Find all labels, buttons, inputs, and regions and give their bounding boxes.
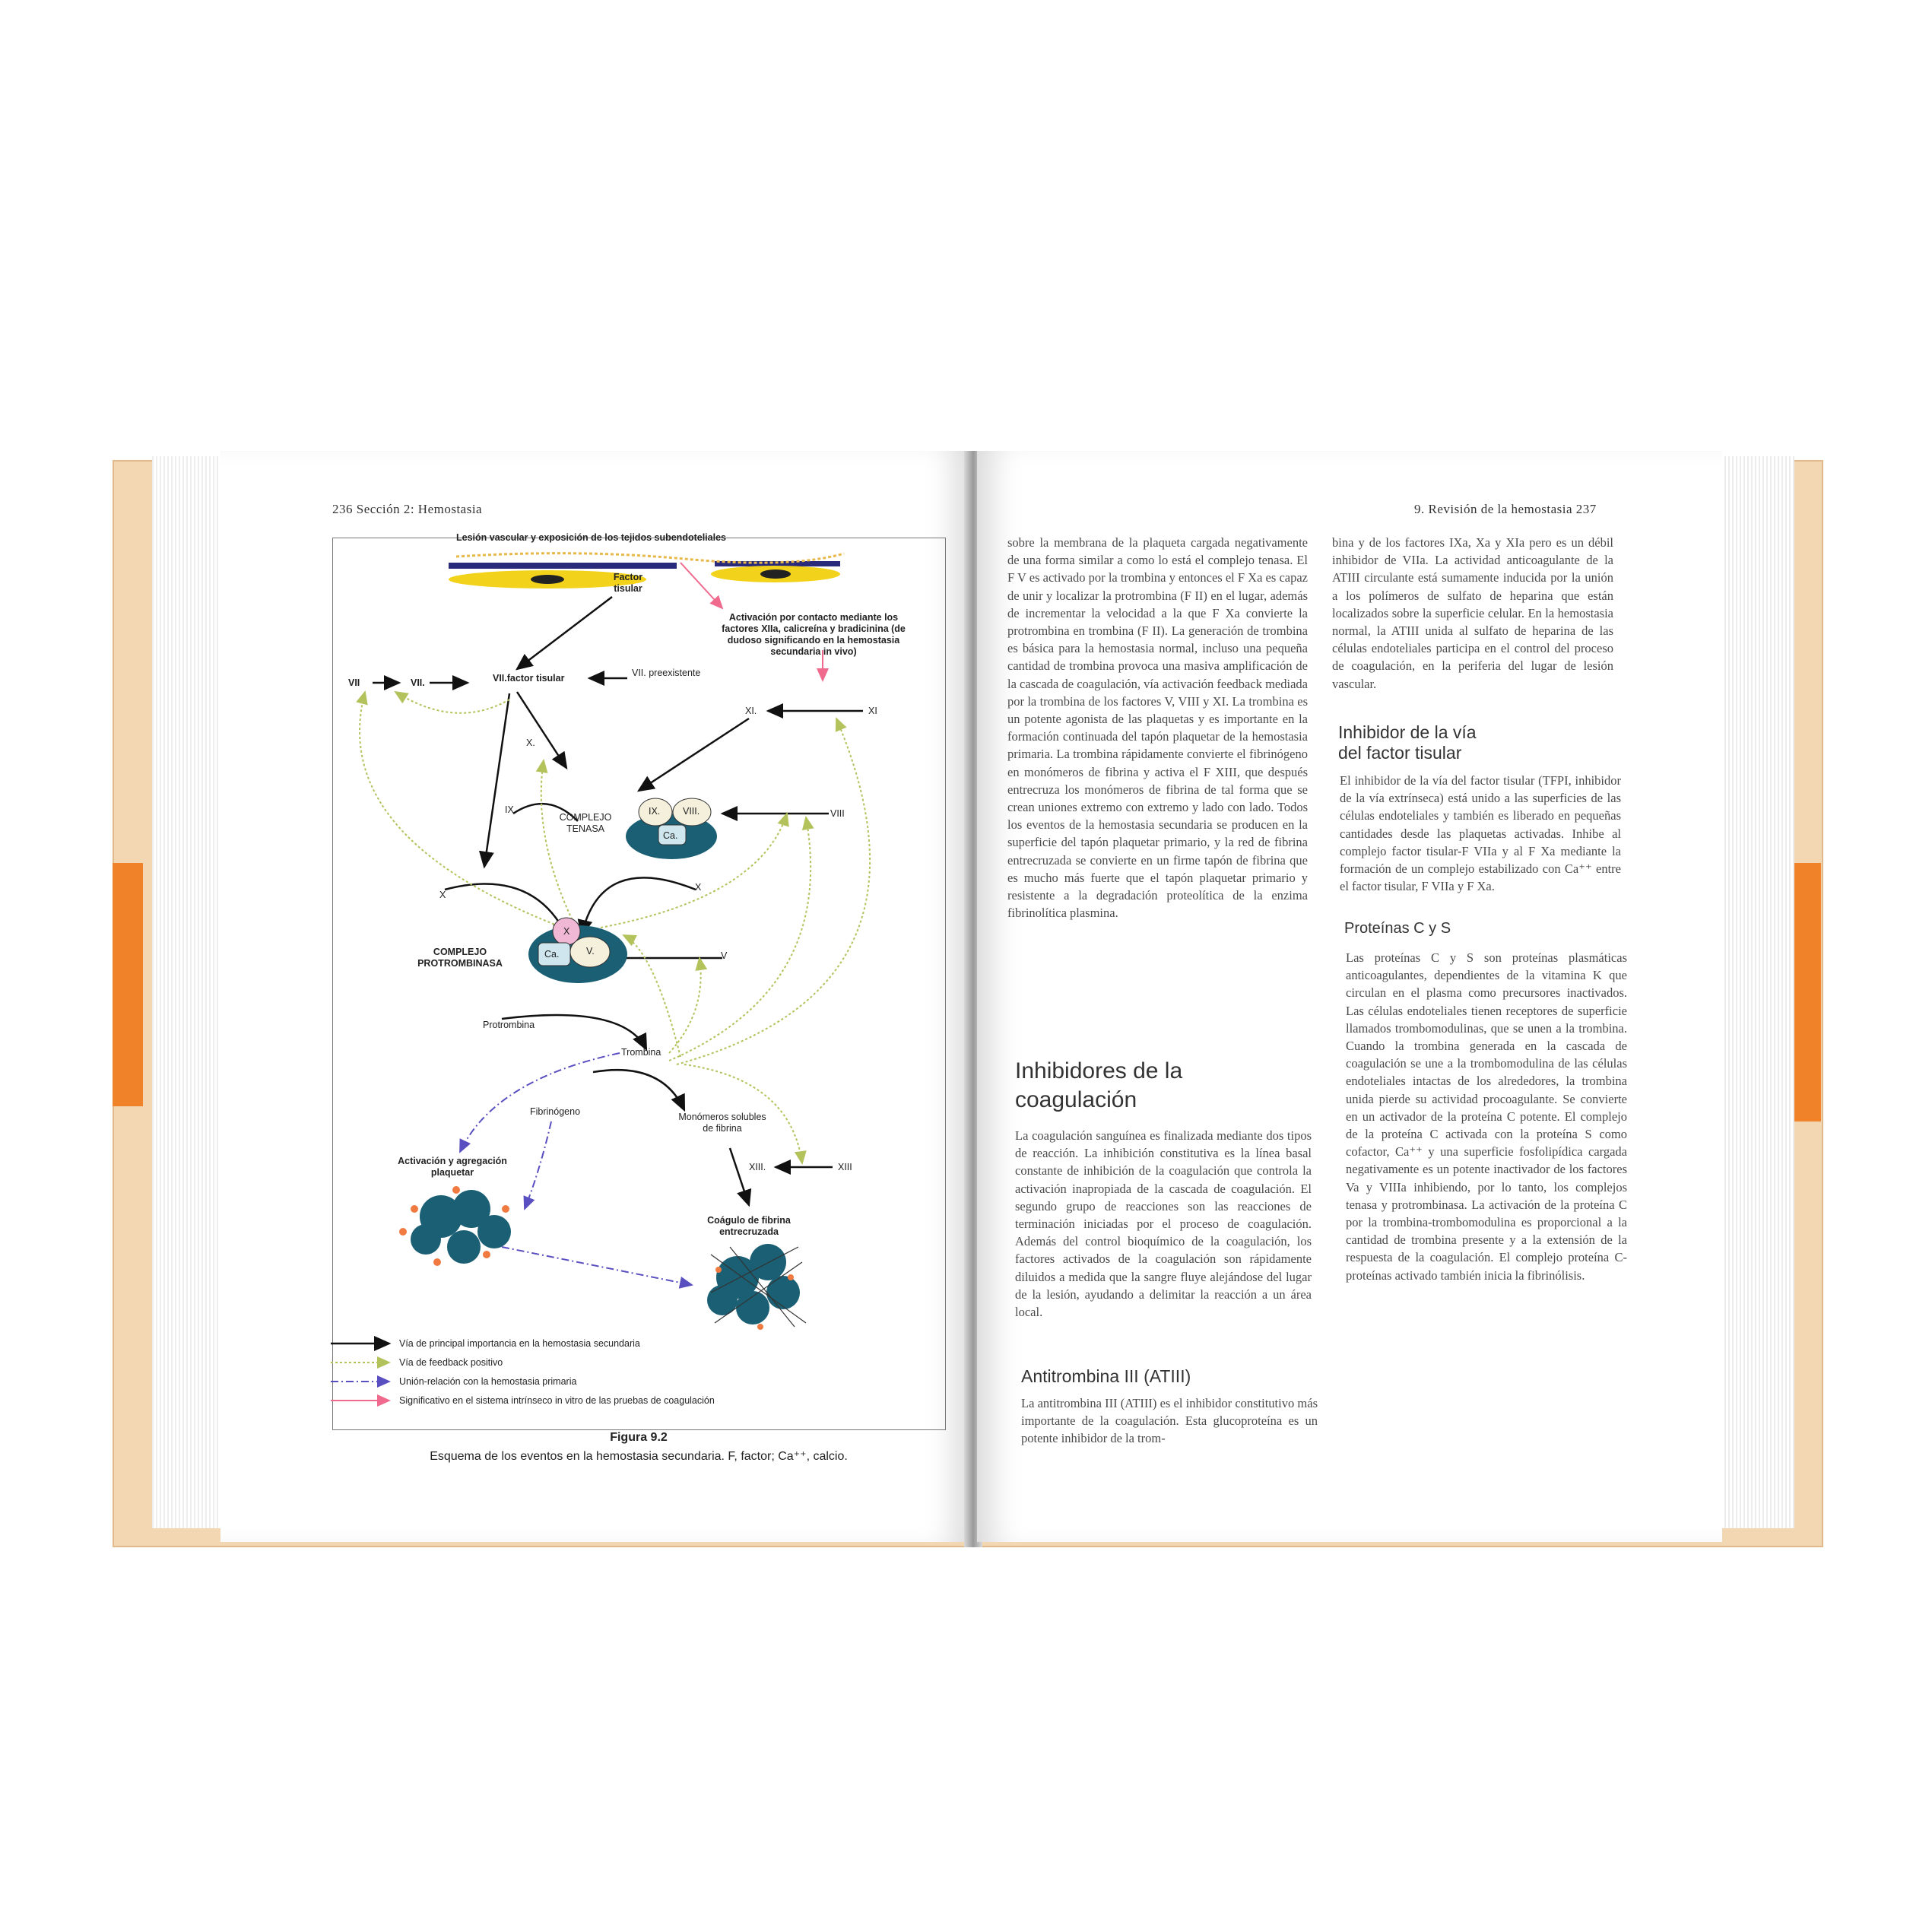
column1-paragraph3 xyxy=(1021,1394,1318,1448)
label-ix-a: IX. xyxy=(649,806,661,817)
body-text: La antitrombina III (ATIII) es el inhibidor constitutivo más importante de la coagulación. Esta glucoproteína es un potente inhibidor de la trom- xyxy=(1021,1396,1318,1446)
label-xi-a: XI. xyxy=(745,706,757,716)
figure-caption-text: Esquema de los eventos en la hemostasia secundaria. F, factor; Ca⁺⁺, calcio. xyxy=(430,1450,848,1463)
heading-inhibidores: Inhibidores de la coagulación xyxy=(1015,1058,1183,1112)
label-v: V xyxy=(721,950,728,961)
label-viii: VIII xyxy=(830,808,845,819)
legend-item-feedback: Vía de feedback positivo xyxy=(399,1357,503,1368)
body-text: sobre la membrana de la plaqueta cargada negativamente de una forma similar a como lo está el complejo tenasa. El F V es activado por la trombina y entonces el F Xa es capaz de unir y localizar la protrombina (F II) en el lugar, además de incrementar la velocidad a la que F Xa convierte la protrombina en trombina (F II). La generación de trombina es básica para la hemostasia normal, incluso una pequeña cantidad de trombina provoca una masiva amplificación de la cascada de coagulación, vía activación feedback mediada por la trombina de los factores V, VIII y XI. La trombina es un potente agonista de las plaquetas y es importante en la formación continuada del tapón plaquetar de la hemostasia primaria. La trombina rápidamente convierte el fibrinógeno en monómeros de fibrina y activa el F XIII, que después entrecruza los monómeros de fibrina de tal forma que se crean uniones extremo con extremo y lado con lado. Todos los eventos de la hemostasia secundaria se producen en la superficie del tapón plaquetar primario, y la red de fibrina entrecruzada se convierte en un firme tapón de fibrina que es mucho más fuerte que el tapón plaquetar primario y resistente a la degradación proteolítica de la enzima fibrinolítica plasmina. xyxy=(1007,535,1308,921)
label-x-right: X xyxy=(695,882,702,893)
label-lesion: Lesión vascular y exposición de los tejidos subendoteliales xyxy=(456,532,726,543)
label-complejo-tenasa: COMPLEJO TENASA xyxy=(559,812,612,834)
heading-tfpi-line1: Inhibidor de la vía xyxy=(1338,722,1477,742)
platelet-aggregate xyxy=(399,1186,511,1266)
figure-caption-title: Figura 9.2 xyxy=(610,1431,668,1444)
body-text: La coagulación sanguínea es finalizada mediante dos tipos de reacción. La inhibición constitutiva es la línea basal constante de inhibición de la coagulación que controla la activación inapropiada de la cascada de coagulación. El segundo grupo de reacciones son las reacciones de terminación iniciadas por el proceso de coagulación. Además del control bioquímico de la coagulación, los factores activados de la coagulación son rápidamente diluidos a medida que la sangre fluye alejándose del lugar de la lesión, ayudando a delimitar la reacción a un área local. xyxy=(1015,1128,1312,1320)
label-v-a: V. xyxy=(586,946,595,956)
label-xiii: XIII xyxy=(838,1162,852,1172)
label-xi: XI xyxy=(868,706,877,716)
label-complejo-protrombinasa: COMPLEJO PROTROMBINASA xyxy=(417,947,503,969)
label-fibrinogeno: Fibrinógeno xyxy=(530,1106,581,1117)
right-running-header: 9. Revisión de la hemostasia 237 xyxy=(1414,502,1597,516)
column1-paragraph2 xyxy=(1015,1127,1312,1321)
label-vii-a: VII. xyxy=(411,677,425,688)
label-ca-protrombinasa: Ca. xyxy=(544,949,560,960)
fibrin-clot xyxy=(707,1244,806,1330)
label-monomeros: Monómeros solubles de fibrina xyxy=(678,1112,766,1134)
label-vii-preexistente: VII. preexistente xyxy=(632,668,701,678)
label-trombina: Trombina xyxy=(621,1047,661,1058)
label-x-circle: X xyxy=(563,926,570,937)
legend-item-intrinseco: Significativo en el sistema intrínseco in vitro de las pruebas de coagulación xyxy=(399,1395,715,1406)
legend-item-union: Unión-relación con la hemostasia primaria xyxy=(399,1376,577,1387)
label-x-a-top: X. xyxy=(526,738,535,748)
label-x-left: X xyxy=(439,890,446,900)
label-activacion-agregacion: Activación y agregación plaquetar xyxy=(398,1156,507,1178)
label-viii-a: VIII. xyxy=(683,806,700,817)
label-activacion-contacto: Activación por contacto mediante los factores XIIa, calicreína y bradicinina (de dudoso significando en la hemostasia secundaria in vivo) xyxy=(722,612,906,657)
label-vii: VII xyxy=(348,677,360,688)
label-factor-tisular: Factor tisular xyxy=(613,572,643,594)
body-text: El inhibidor de la vía del factor tisular (TFPI, inhibidor de la vía extrínseca) está unido a las superficies de las células endoteliales y también es liberado en pequeñas cantidades desde las plaquetas activadas. Inhibe al complejo factor tisular-F VIIa y al F Xa mediante la formación de un complejo estabilizado con Ca⁺⁺ entre el factor tisular, F VIIa y F Xa. xyxy=(1340,773,1621,894)
label-coagulo: Coágulo de fibrina entrecruzada xyxy=(707,1215,791,1237)
heading-proteinas: Proteínas C y S xyxy=(1344,920,1451,937)
column2-paragraph1 xyxy=(1332,534,1613,693)
heading-tfpi-line2: del factor tisular xyxy=(1338,743,1462,763)
legend-item-main-path: Vía de principal importancia en la hemostasia secundaria xyxy=(399,1338,640,1349)
left-running-header: 236 Sección 2: Hemostasia xyxy=(332,502,483,516)
column2-paragraph3 xyxy=(1346,949,1627,1284)
column1-paragraph1 xyxy=(1007,534,1308,922)
body-text: Las proteínas C y S son proteínas plasmáticas anticoagulantes, dependientes de la vitamina K que circulan en el plasma como precursores inactivados. Las células endoteliales tienen receptores de superficie llamados trombomodulinas, que se unen a la trombina. Cuando la trombina generada en la cascada de coagulación se une a la trombomodulina de las células endoteliales intactas de los alrededores, la trombina unida pierde su actividad procoagulante. Se convierte en un activador de la proteína C potente. El complejo de la proteína C activada con la proteína S como cofactor, Ca⁺⁺ y una superficie fosfolipídica cargada negativamente es un potente inactivador de los factores Va y VIIIa inhibiendo, por lo tanto, los complejos tenasa y protrombinasa. La activación de la proteína C por la trombina-trombomodulina es proporcional a la cantidad de trombina presente y a la extensión de la respuesta de la coagulación. El complejo proteína C-proteínas activado también inicia la fibrinólisis. xyxy=(1346,950,1627,1283)
label-ix: IX xyxy=(505,804,514,815)
label-vii-factor-tisular: VII.factor tisular xyxy=(493,673,565,684)
column2-paragraph2 xyxy=(1340,772,1621,895)
label-protrombina: Protrombina xyxy=(483,1020,535,1030)
label-xiii-a: XIII. xyxy=(749,1162,766,1172)
body-text: bina y de los factores IXa, Xa y XIa pero es un débil inhibidor de VIIa. La actividad anticoagulante de la ATIII circulante está sumamente inducida por la unión a los polímeros de sulfato de heparina que están localizados sobre la superficie celular. En la hemostasia normal, la ATIII unida al sulfato de heparina de las células endoteliales participa en el control del proceso de coagulación, en la periferia del lugar de lesión vascular. xyxy=(1332,535,1613,691)
heading-atiii: Antitrombina III (ATIII) xyxy=(1021,1366,1191,1386)
label-ca-tenasa: Ca. xyxy=(663,830,678,841)
